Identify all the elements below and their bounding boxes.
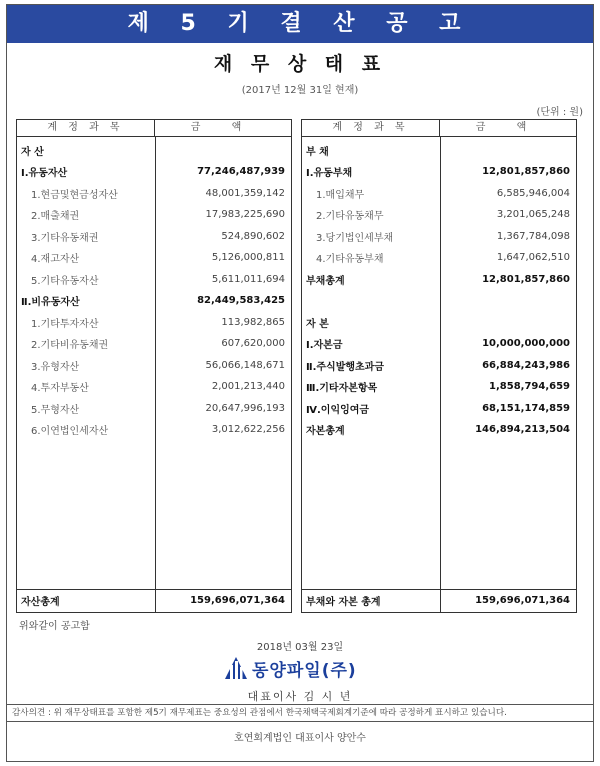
liability-row — [302, 162, 576, 182]
notice-frame — [6, 4, 594, 762]
asset-label: 5.기타유동자산 — [31, 275, 99, 287]
liability-value: 68,151,174,859 — [482, 402, 570, 414]
liability-value: 12,801,857,860 — [482, 166, 570, 177]
asset-label: Ⅱ.비유동자산 — [21, 297, 80, 308]
liability-row — [302, 355, 576, 375]
liability-value: 3,201,065,248 — [496, 209, 570, 220]
asset-row — [17, 140, 291, 160]
unit-note: (단위 : 원) — [536, 107, 583, 118]
liability-label: Ⅰ.유동부채 — [306, 168, 353, 179]
asset-value: 524,890,602 — [221, 230, 285, 242]
asset-value: 48,001,359,142 — [205, 187, 285, 199]
liability-label: 부 채 — [306, 146, 329, 158]
liabilities-total-row — [302, 589, 576, 611]
liability-value: 1,858,794,659 — [489, 381, 570, 392]
liability-row — [302, 420, 576, 440]
asset-label: 1.현금및현금성자산 — [31, 189, 118, 201]
asset-row — [17, 312, 291, 332]
liability-row — [302, 248, 576, 268]
liability-label: 자 본 — [306, 318, 329, 330]
asset-value: 607,620,000 — [221, 338, 285, 349]
statement-title: 재 무 상 태 표 — [213, 53, 387, 75]
account-header: 계 정 과 목 — [17, 120, 155, 136]
asset-label: 5.무형자산 — [31, 404, 80, 416]
asset-row — [17, 355, 291, 375]
asset-row — [17, 377, 291, 397]
asset-row — [17, 269, 291, 289]
ceo-name: 대표이사 김 시 년 — [247, 690, 353, 703]
asset-row — [17, 420, 291, 440]
liability-row — [302, 377, 576, 397]
asset-label: Ⅰ.유동자산 — [21, 168, 68, 179]
liability-value: 1,647,062,510 — [496, 252, 570, 263]
liability-label: 부채총계 — [306, 275, 345, 287]
auditor-name: 호연회계법인 대표이사 양안수 — [234, 733, 366, 744]
asset-row — [17, 226, 291, 246]
asset-value: 17,983,225,690 — [205, 209, 285, 220]
asset-label: 3.기타유동채권 — [31, 232, 99, 244]
as-of-date: (2017년 12월 31일 현재) — [241, 85, 359, 96]
company-name: 동양파일(주) — [252, 660, 357, 681]
asset-label: 2.기타비유동채권 — [31, 340, 109, 351]
asset-label: 자 산 — [21, 146, 44, 158]
asset-row — [17, 334, 291, 354]
liability-row — [302, 398, 576, 418]
liabilities-equity-table — [301, 119, 577, 613]
liability-row — [302, 226, 576, 246]
liability-label: Ⅲ.기타자본항목 — [306, 383, 378, 394]
asset-label: 1.기타투자자산 — [31, 318, 99, 330]
asset-value: 113,982,865 — [221, 316, 285, 328]
asset-value: 56,066,148,671 — [205, 359, 285, 371]
liability-value: 6,585,946,004 — [496, 187, 570, 199]
amount-header: 금 액 — [190, 122, 256, 133]
liability-value: 10,000,000,000 — [482, 338, 570, 349]
liability-label: Ⅰ.자본금 — [306, 340, 343, 351]
liabilities-total-value: 159,696,071,364 — [475, 595, 570, 606]
asset-value: 2,001,213,440 — [211, 381, 285, 392]
amount-header: 금 액 — [475, 122, 541, 133]
liability-label: 2.기타유동채무 — [316, 211, 384, 222]
asset-row — [17, 205, 291, 225]
liability-label: 1.매입채무 — [316, 189, 365, 201]
asset-row — [17, 398, 291, 418]
company-logo-icon — [223, 655, 249, 681]
asset-label: 2.매출채권 — [31, 211, 80, 222]
liability-value: 66,884,243,986 — [482, 359, 570, 371]
liability-label: Ⅳ.이익잉여금 — [306, 404, 370, 416]
liability-row — [302, 269, 576, 289]
liability-row — [302, 183, 576, 203]
asset-row — [17, 183, 291, 203]
assets-table-header — [17, 120, 291, 137]
liability-row — [302, 312, 576, 332]
asset-row — [17, 248, 291, 268]
asset-value: 82,449,583,425 — [197, 295, 285, 306]
liability-label: 자본총계 — [306, 426, 345, 437]
liability-row — [302, 205, 576, 225]
asset-label: 4.투자부동산 — [31, 383, 89, 394]
liability-value: 12,801,857,860 — [482, 273, 570, 285]
liability-label: 4.기타유동부채 — [316, 254, 384, 265]
asset-value: 77,246,487,939 — [197, 166, 285, 177]
liability-row — [302, 291, 576, 311]
asset-label: 6.이연법인세자산 — [31, 426, 109, 437]
publication-date: 2018년 03월 23일 — [256, 642, 344, 653]
assets-total-row — [17, 589, 291, 611]
liabilities-total-label: 부채와 자본 총계 — [306, 597, 381, 608]
company-logo — [223, 655, 357, 681]
asset-label: 3.유형자산 — [31, 361, 80, 373]
liability-row — [302, 140, 576, 160]
assets-table — [16, 119, 292, 613]
account-header: 계 정 과 목 — [302, 120, 440, 136]
assets-total-label: 자산총계 — [21, 597, 60, 608]
assets-total-value: 159,696,071,364 — [190, 595, 285, 606]
asset-value: 5,126,000,811 — [211, 252, 285, 263]
liabilities-table-header — [302, 120, 576, 137]
notice-banner: 제 5 기 결 산 공 고 — [7, 5, 593, 43]
asset-label: 4.재고자산 — [31, 254, 80, 265]
liability-value: 146,894,213,504 — [475, 424, 570, 435]
notice-statement: 위와같이 공고함 — [19, 621, 90, 632]
liability-row — [302, 334, 576, 354]
audit-opinion: 감사의견 : 위 재무상태표를 포함한 제5기 재무제표는 중요성의 관점에서 한국채택국제회계기준에 따라 공정하게 표시하고 있습니다. — [7, 704, 593, 722]
liability-label: Ⅱ.주식발행초과금 — [306, 361, 385, 373]
asset-value: 3,012,622,256 — [211, 424, 285, 435]
asset-value: 5,611,011,694 — [211, 273, 285, 285]
liability-label: 3.당기법인세부채 — [316, 232, 394, 244]
asset-row — [17, 162, 291, 182]
asset-row — [17, 291, 291, 311]
asset-value: 20,647,996,193 — [205, 402, 285, 414]
liability-value: 1,367,784,098 — [496, 230, 570, 242]
